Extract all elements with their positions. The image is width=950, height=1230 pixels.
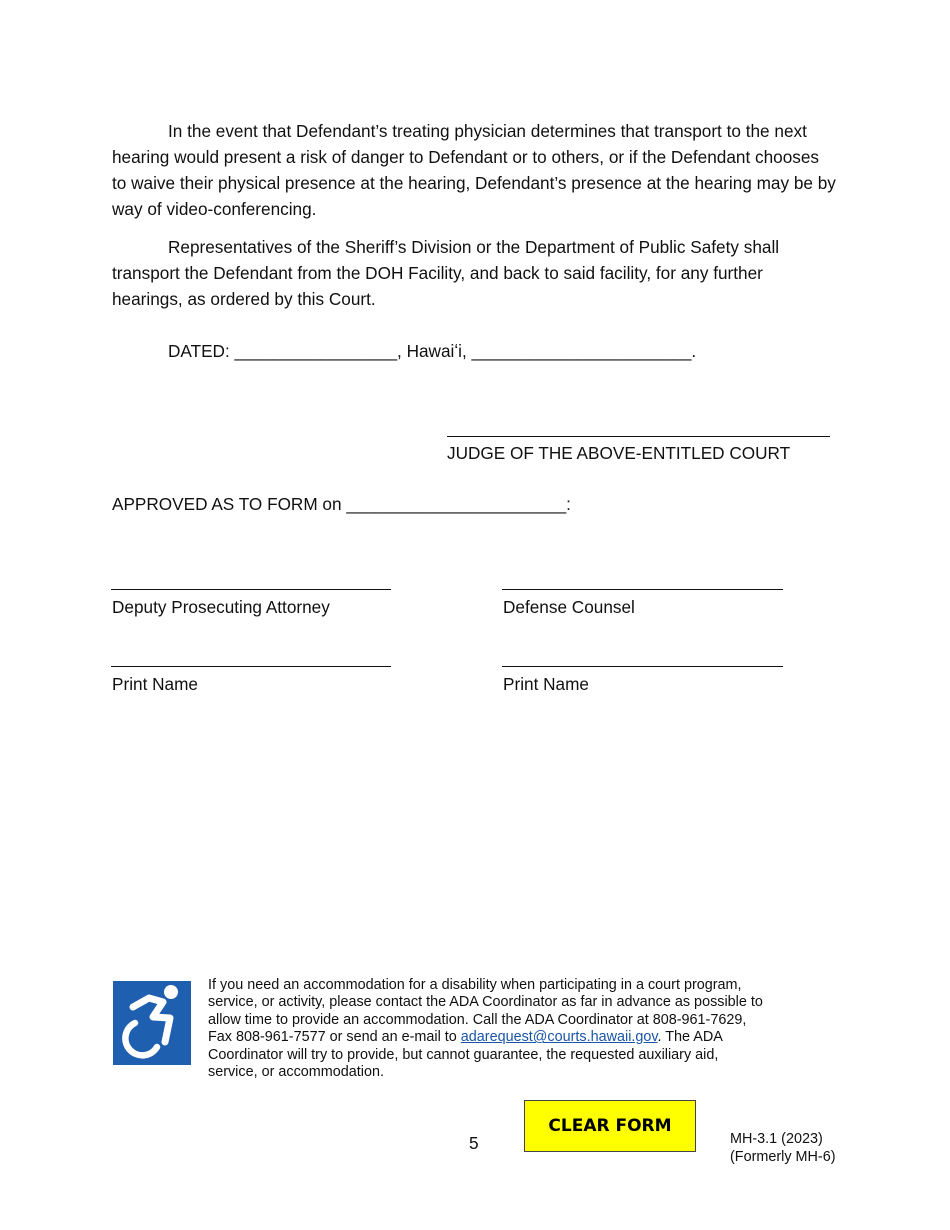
prosecutor-signature-line[interactable]	[111, 589, 391, 590]
approved-as-to-form-line[interactable]: APPROVED AS TO FORM on _______________________:	[112, 494, 571, 514]
form-id-former: (Formerly MH-6)	[730, 1149, 836, 1165]
prosecutor-label: Deputy Prosecuting Attorney	[112, 597, 330, 617]
defense-signature-line[interactable]	[502, 589, 783, 590]
form-identifier	[730, 1130, 836, 1166]
prosecutor-print-name-label: Print Name	[112, 674, 198, 694]
judge-label: JUDGE OF THE ABOVE-ENTITLED COURT	[447, 443, 791, 463]
page-number: 5	[469, 1133, 479, 1153]
prosecutor-print-name-line[interactable]	[111, 666, 391, 667]
sheriff-transport-paragraph: Representatives of the Sheriff’s Division or the Department of Public Safety shall transport the Defendant from the DOH Facility, and back to said facility, for any further hearings, as ordered by this Court.	[112, 237, 780, 309]
ada-email-link[interactable]: adarequest@courts.hawaii.gov	[460, 1029, 658, 1046]
dated-line[interactable]: DATED: _________________, Hawaiʻi, _______________________.	[168, 341, 697, 361]
ada-notice-text: If you need an accommodation for a disability when participating in a court program, service, or activity, please contact the ADA Coordinator as far in advance as possible to allow time to provide an accommodation. Call the ADA Coordinator at 808-961-7629, Fax 808-961-7577 or send an e-mail to	[208, 977, 763, 1046]
defense-print-name-line[interactable]	[502, 666, 783, 667]
defense-print-name-label: Print Name	[503, 674, 589, 694]
form-id-current: MH-3.1 (2023)	[730, 1131, 823, 1147]
accessibility-icon	[113, 981, 191, 1065]
transport-risk-paragraph: In the event that Defendant’s treating physician determines that transport to the next hearing would present a risk of danger to Defendant or to others, or if the Defendant chooses to waive their physical presence at the hearing, Defendant’s presence at the hearing may be by way of video-conferencing.	[112, 121, 836, 219]
ada-notice-text-end: . The ADA Coordinator will try to provide, but cannot guarantee, the requested auxiliary aid, service, or accommodation.	[208, 1029, 723, 1081]
judge-signature-line[interactable]	[447, 436, 830, 437]
clear-form-button[interactable]: CLEAR FORM	[524, 1100, 696, 1152]
defense-label: Defense Counsel	[503, 597, 635, 617]
ada-notice	[208, 977, 828, 1081]
